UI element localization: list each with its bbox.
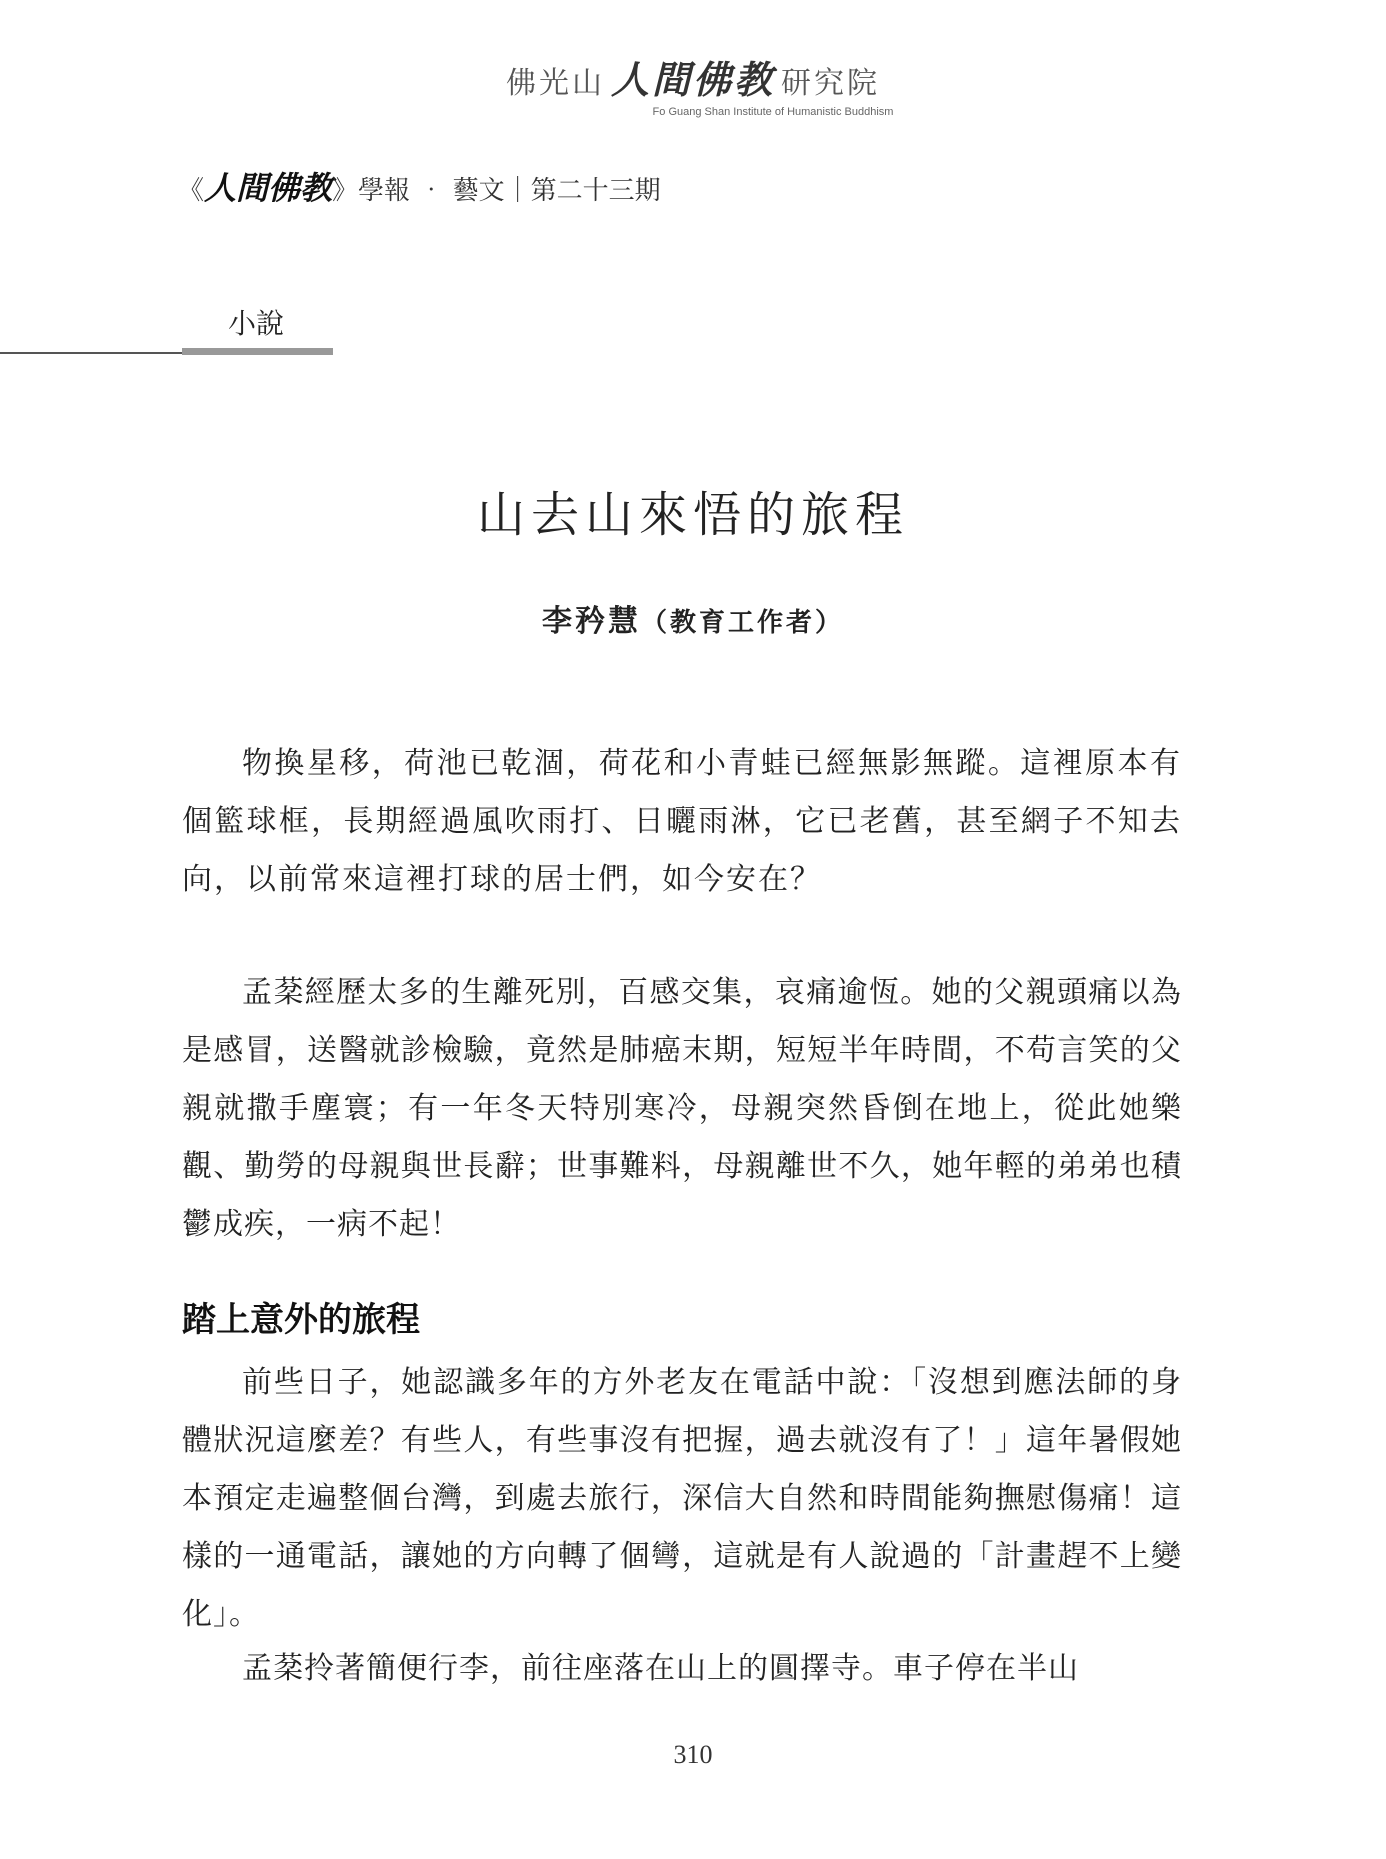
article-title: 山去山來悟的旅程: [476, 487, 909, 543]
body-paragraph: 孟棻經歷太多的生離死別，百感交集，哀痛逾恆。她的父親頭痛以為是感冒，送醫就診檢驗，竟然是肺癌末期，短短半年時間，不苟言笑的父親就撒手塵寰；有一年冬天特別寒冷，母親突然昏倒在地上，從此她樂觀、勤勞的母親與世長辭；世事難料，母親離世不久，她年輕的弟弟也積鬱成疾，一病不起！: [182, 975, 1182, 1242]
institute-name: [0, 57, 1386, 102]
body-paragraph-block: [182, 1640, 1182, 1698]
body-paragraph-block: [182, 735, 1182, 909]
institute-suffix: 研究院: [781, 66, 880, 101]
body-paragraph-block: [182, 1354, 1182, 1644]
institute-header: [0, 57, 1386, 118]
institute-english-name: Fo Guang Shan Institute of Humanistic Buddhism: [652, 106, 894, 118]
institute-prefix: 佛光山: [505, 66, 605, 101]
body-paragraph: 前些日子，她認識多年的方外老友在電話中說：「沒想到應法師的身體狀況這麼差？有些人，有些事沒有把握，過去就沒有了！」這年暑假她本預定走遍整個台灣，到處去旅行，深信大自然和時間能夠撫慰傷痛！這樣的一通電話，讓她的方向轉了個彎，這就是有人說過的「計畫趕不上變化」。: [182, 1365, 1182, 1632]
institute-calligraphy: 人間佛教: [610, 57, 775, 102]
page-number: 310: [673, 1740, 713, 1769]
journal-running-head: [178, 163, 661, 209]
section-divider-accent: [182, 348, 333, 355]
journal-close-bracket: 》: [332, 176, 359, 206]
author-affiliation: （教育工作者）: [640, 608, 844, 638]
journal-open-bracket: 《: [178, 176, 205, 206]
article-author: [0, 596, 1386, 640]
body-paragraph: 物換星移，荷池已乾涸，荷花和小青蛙已經無影無蹤。這裡原本有個籃球框，長期經過風吹雨打、日曬雨淋，它已老舊，甚至網子不知去向，以前常來這裡打球的居士們，如今安在？: [182, 746, 1182, 897]
body-paragraph-block: [182, 964, 1182, 1254]
journal-calligraphy: 人間佛教: [204, 169, 333, 207]
section-heading: 踏上意外的旅程: [182, 1300, 420, 1340]
journal-issue-info: 學報 ‧ 藝文｜第二十三期: [358, 176, 661, 206]
section-label: 小說: [228, 307, 285, 340]
body-paragraph: 孟棻拎著簡便行李，前往座落在山上的圓擇寺。車子停在半山: [242, 1651, 1079, 1686]
author-name: 李矜慧: [541, 604, 641, 639]
